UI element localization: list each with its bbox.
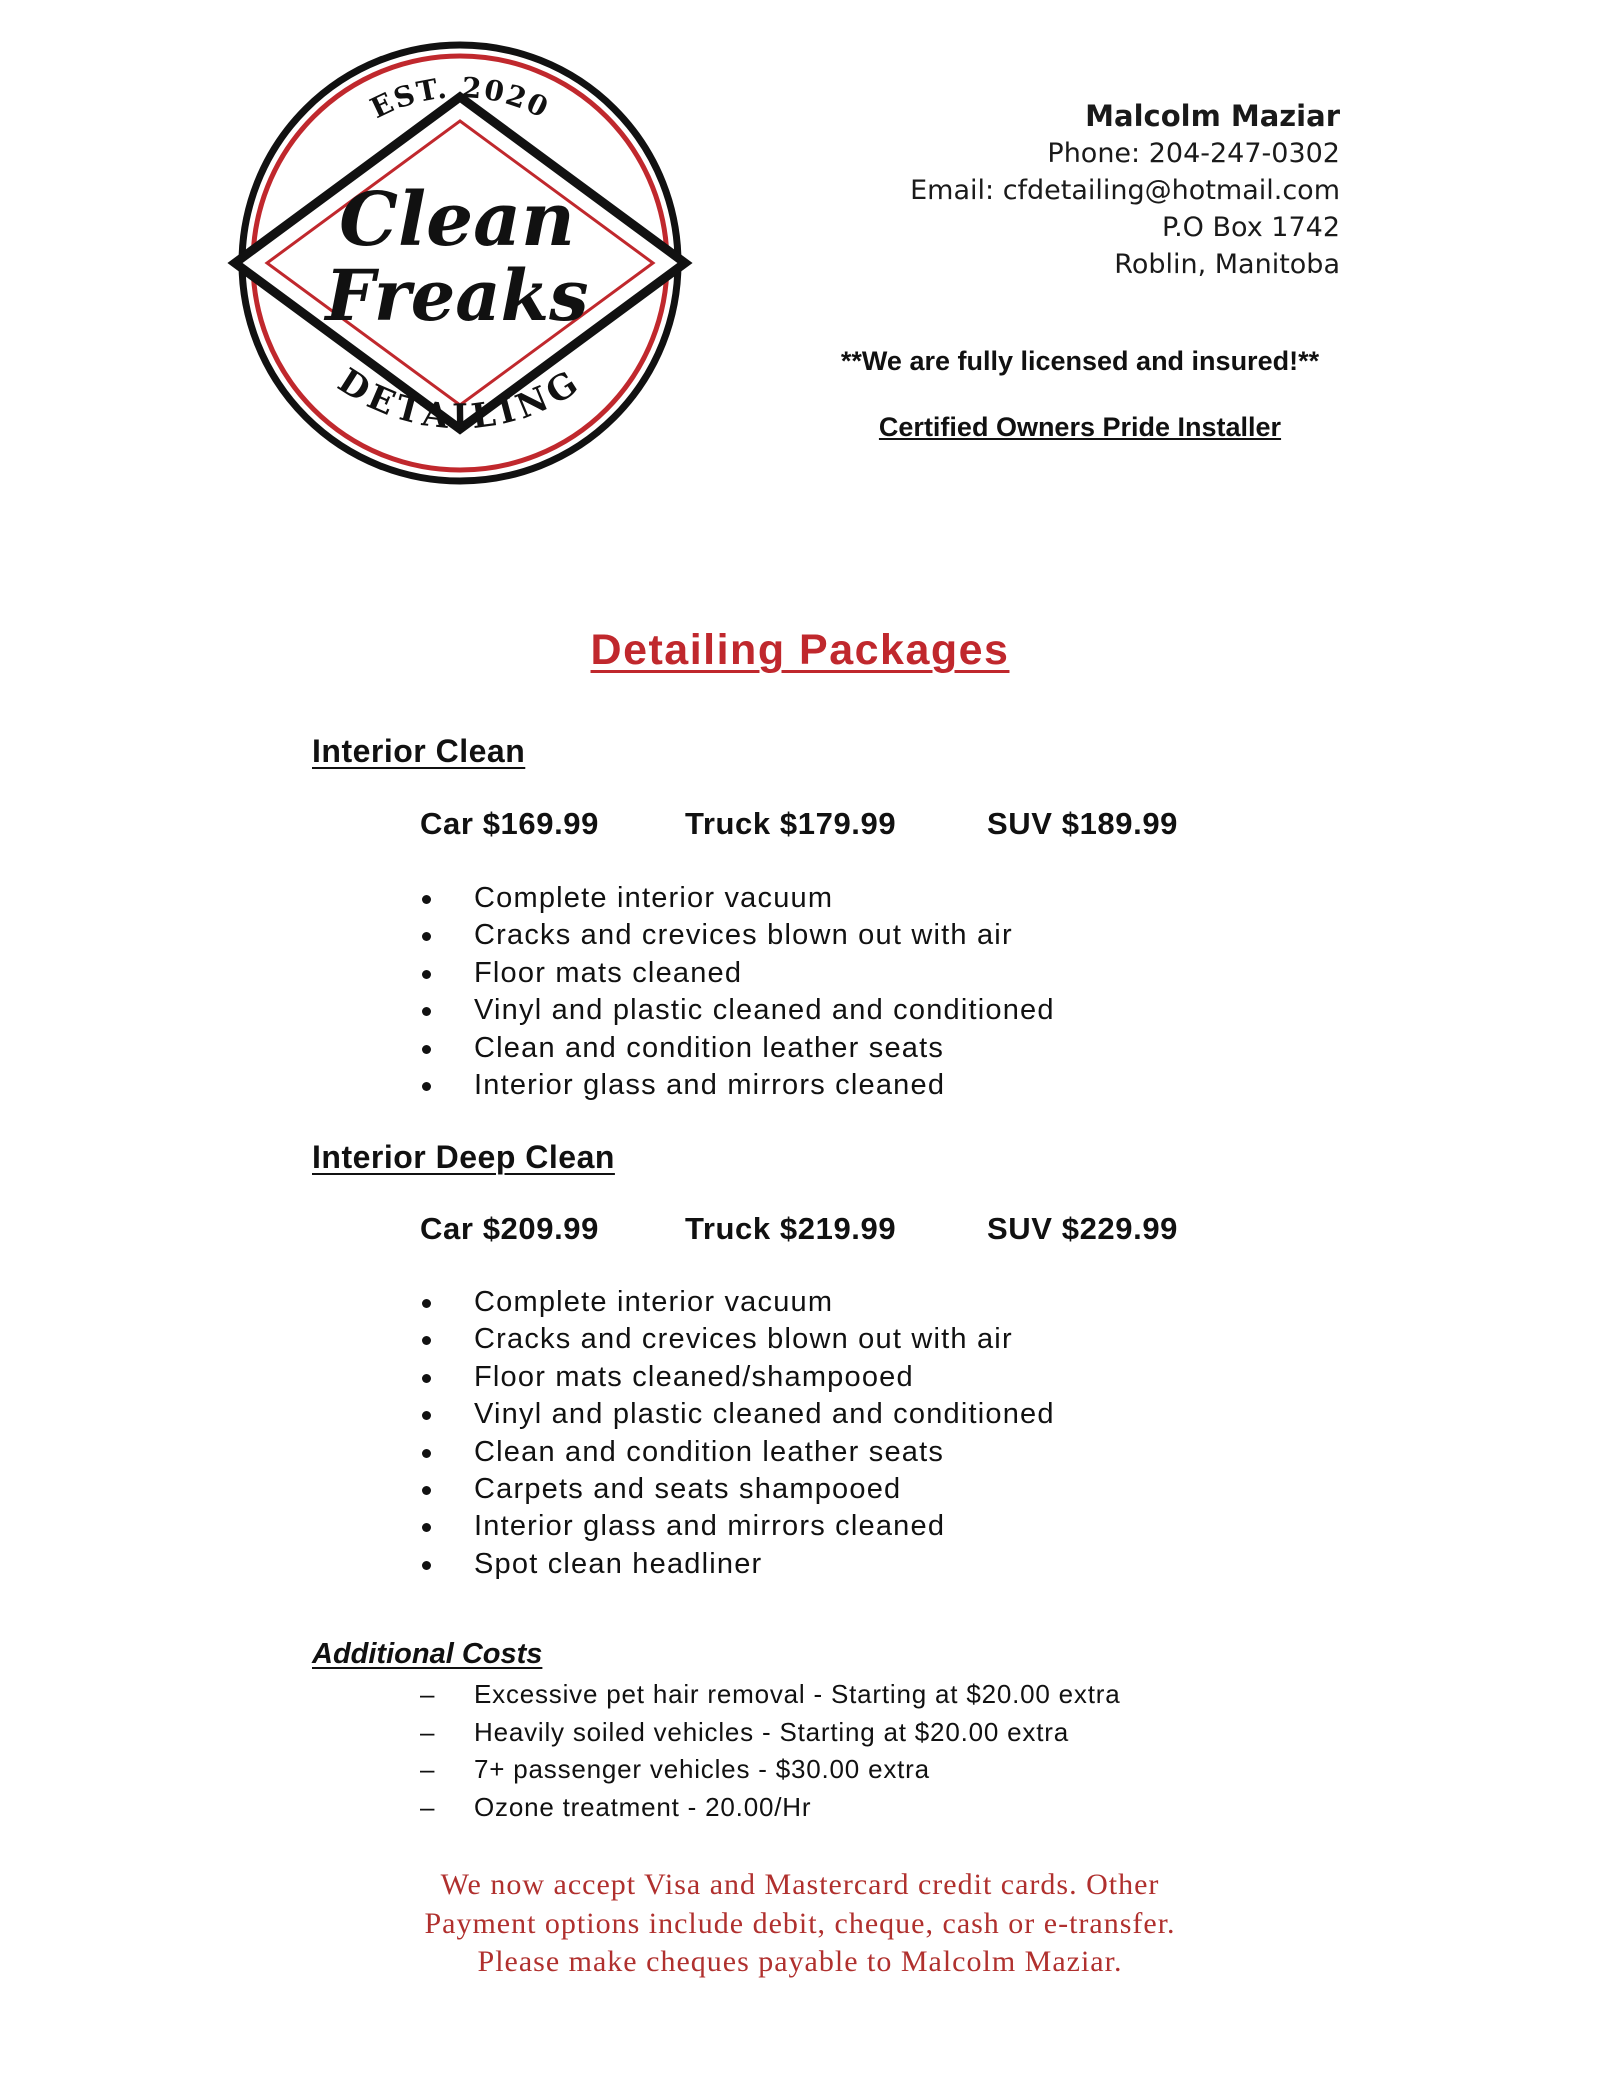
contact-city: Roblin, Manitoba bbox=[1114, 249, 1340, 280]
list-item: Interior glass and mirrors cleaned bbox=[420, 1508, 1055, 1545]
cost-item: – Heavily soiled vehicles - Starting at $20.00 extra bbox=[420, 1714, 1120, 1752]
additional-costs-title: Additional Costs bbox=[312, 1638, 543, 1670]
contact-po-box: P.O Box 1742 bbox=[1162, 212, 1340, 243]
package-prices-interior-deep-clean bbox=[420, 1211, 1178, 1247]
page-title: Detailing Packages bbox=[590, 626, 1010, 674]
list-item: Complete interior vacuum bbox=[420, 1284, 1055, 1321]
list-item: Cracks and crevices blown out with air bbox=[420, 917, 1055, 954]
list-item: Floor mats cleaned/shampooed bbox=[420, 1359, 1055, 1396]
list-item: Vinyl and plastic cleaned and conditioned bbox=[420, 1396, 1055, 1433]
logo-line-clean: Clean bbox=[339, 177, 575, 263]
price-suv: SUV $189.99 bbox=[987, 806, 1179, 841]
contact-email: Email: cfdetailing@hotmail.com bbox=[910, 175, 1340, 206]
contact-phone: Phone: 204-247-0302 bbox=[1047, 138, 1340, 169]
list-item: Clean and condition leather seats bbox=[420, 1030, 1055, 1067]
list-item: Complete interior vacuum bbox=[420, 880, 1055, 917]
package-items-interior-clean bbox=[420, 880, 1055, 1104]
payment-line-1: We now accept Visa and Mastercard credit cards. Other bbox=[440, 1868, 1160, 1901]
list-item: Vinyl and plastic cleaned and conditioned bbox=[420, 992, 1055, 1029]
certified-notice: Certified Owners Pride Installer bbox=[878, 412, 1282, 442]
logo-detailing-label: DETAILING bbox=[330, 360, 590, 438]
price-car: Car $209.99 bbox=[420, 1211, 599, 1246]
logo-est-label: EST. 2020 bbox=[365, 70, 555, 126]
cost-item: – Excessive pet hair removal - Starting at $20.00 extra bbox=[420, 1676, 1120, 1714]
payment-line-2: Payment options include debit, cheque, cash or e-transfer. bbox=[424, 1906, 1176, 1940]
package-prices-interior-clean bbox=[420, 806, 1178, 842]
package-items-interior-deep-clean bbox=[420, 1284, 1055, 1583]
package-title-interior-deep-clean: Interior Deep Clean bbox=[312, 1139, 615, 1175]
package-title-interior-clean: Interior Clean bbox=[312, 733, 526, 769]
logo-line-freaks: Freaks bbox=[325, 254, 589, 337]
list-item: Carpets and seats shampooed bbox=[420, 1471, 1055, 1508]
payment-note bbox=[0, 1866, 1600, 1982]
licensed-notice: **We are fully licensed and insured!** bbox=[840, 346, 1320, 376]
price-suv: SUV $229.99 bbox=[987, 1211, 1179, 1246]
cost-item: – 7+ passenger vehicles - $30.00 extra bbox=[420, 1751, 1120, 1789]
price-truck: Truck $219.99 bbox=[685, 1211, 897, 1246]
list-item: Interior glass and mirrors cleaned bbox=[420, 1067, 1055, 1104]
list-item: Clean and condition leather seats bbox=[420, 1434, 1055, 1471]
list-item: Floor mats cleaned bbox=[420, 955, 1055, 992]
payment-line-3: Please make cheques payable to Malcolm Maziar. bbox=[477, 1945, 1123, 1978]
list-item: Cracks and crevices blown out with air bbox=[420, 1321, 1055, 1358]
price-car: Car $169.99 bbox=[420, 806, 599, 841]
list-item: Spot clean headliner bbox=[420, 1546, 1055, 1583]
cost-item: – Ozone treatment - 20.00/Hr bbox=[420, 1789, 1120, 1827]
contact-name: Malcolm Maziar bbox=[1085, 99, 1340, 133]
company-logo bbox=[225, 35, 695, 495]
additional-costs-list bbox=[420, 1676, 1120, 1826]
contact-info bbox=[910, 98, 1340, 283]
price-truck: Truck $179.99 bbox=[685, 806, 897, 841]
